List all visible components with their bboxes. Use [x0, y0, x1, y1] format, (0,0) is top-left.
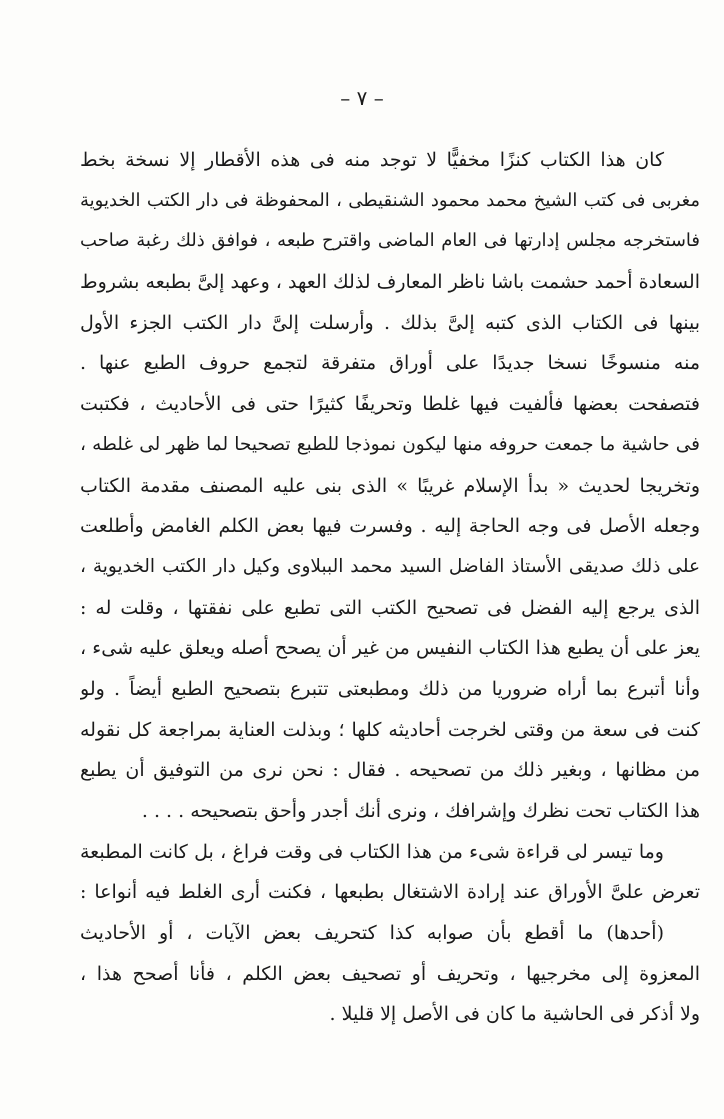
text-line: وجعله الأصل فى وجه الحاجة إليه . وفسرت فيها بعض الكلم الغامض وأطلعت: [80, 515, 700, 538]
text-line: منه منسوخًا نسخا جديدًا على أوراق متفرقة لتجمع حروف الطبع عنها .: [80, 352, 700, 375]
text-line: بينها فى الكتاب الذى كتبه إلىَّ بذلك . وأرسلت إلىَّ دار الكتب الجزء الأول: [80, 311, 700, 334]
text-line: يعز على أن يطبع هذا الكتاب النفيس من غير أن يصحح أصله ويعلق عليه شىء ،: [80, 637, 700, 660]
text-line: وما تيسر لى قراءة شىء من هذا الكتاب فى وقت فراغ ، بل كانت المطبعة: [80, 840, 664, 863]
text-line: تعرض علىَّ الأوراق عند إرادة الاشتغال بطبعها ، فكنت أرى الغلط فيه أنواعا :: [80, 881, 700, 904]
text-line: الذى يرجع إليه الفضل فى تصحيح الكتب التى تطبع على نفقتها ، وقلت له :: [80, 596, 700, 619]
text-line: على ذلك صديقى الأستاذ الفاضل السيد محمد الببلاوى وكيل دار الكتب الخديوية ،: [80, 555, 700, 577]
text-line: وتخريجا لحديث « بدأ الإسلام غريبًا » الذى بنى عليه المصنف مقدمة الكتاب: [80, 474, 700, 497]
text-line: المعزوة إلى مخرجيها ، وتحريف أو تصحيف بعض الكلم ، فأنا أصحح هذا ،: [80, 962, 700, 985]
text-line: فتصفحت بعضها فألفيت فيها غلطا وتحريفًا كثيرًا حتى فى الأحاديث ، فكتبت: [80, 393, 700, 416]
page-number: – ٧ –: [340, 86, 384, 110]
text-line: ولا أذكر فى الحاشية ما كان فى الأصل إلا قليلا .: [329, 1003, 700, 1026]
text-line: (أحدها) ما أقطع بأن صوابه كذا كتحريف بعض الآيات ، أو الأحاديث: [80, 922, 664, 945]
text-line: وأنا أتبرع بما أراه ضروريا من ذلك ومطبعتى تتبرع بتصحيح الطبع أيضاً . ولو: [80, 677, 700, 700]
text-line: السعادة أحمد حشمت باشا ناظر المعارف لذلك العهد ، وعهد إلىَّ بطبعه بشروط: [80, 271, 700, 294]
text-line: هذا الكتاب تحت نظرك وإشرافك ، ونرى أنك أجدر وأحق بتصحيحه . . . .: [141, 800, 700, 822]
text-line: كنت فى سعة من وقتى لخرجت أحاديثه كلها ؛ وبذلت العناية بمراجعة كل نقوله: [80, 718, 700, 741]
text-line: فاستخرجه مجلس إدارتها فى العام الماضى واقترح طبعه ، فوافق ذلك رغبة صاحب: [80, 230, 700, 252]
body-text: [80, 140, 700, 1035]
text-line: من مظانها ، وبغير ذلك من تصحيحه . فقال : نحن نرى من التوفيق أن يطبع: [80, 759, 700, 782]
text-line: مغربى فى كتب الشيخ محمد محمود الشنقيطى ، المحفوظة فى دار الكتب الخديوية: [80, 189, 700, 211]
text-line: فى حاشية ما جمعت حروفه منها ليكون نموذجا للطبع تصحيحا لما ظهر لى غلطه ،: [80, 433, 700, 455]
text-line: كان هذا الكتاب كنزًا مخفيًّا لا توجد منه فى هذه الأقطار إلا نسخة بخط: [80, 149, 664, 171]
